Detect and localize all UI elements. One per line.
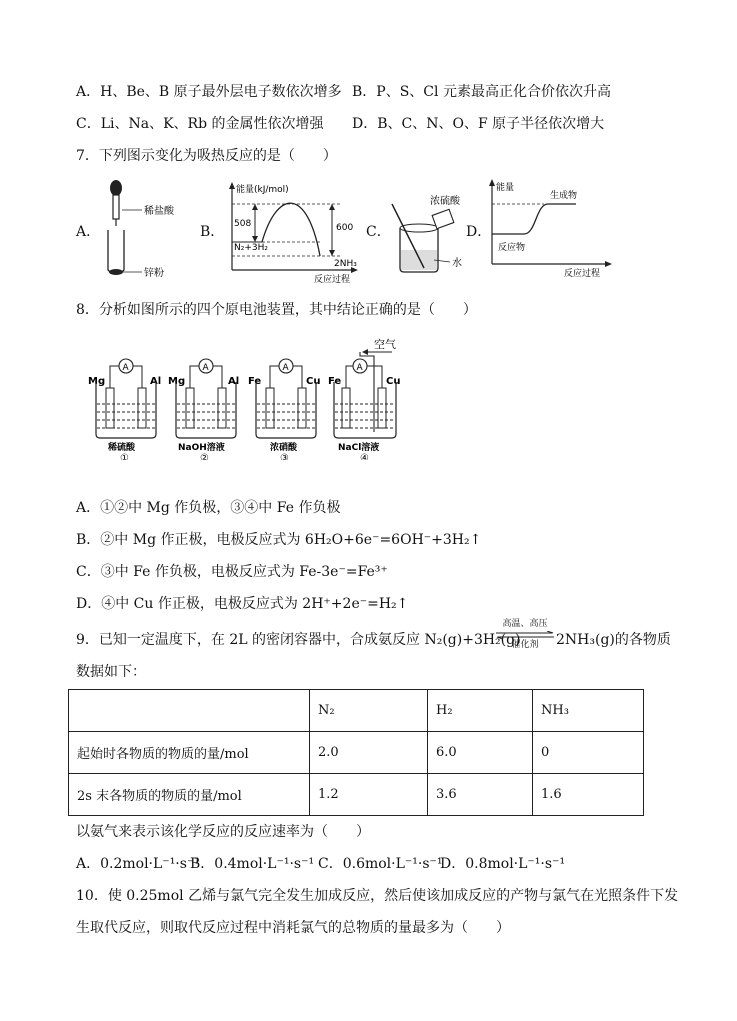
q8-stem: 8．分析如图所示的四个原电池装置，其中结论正确的是（ ） bbox=[76, 302, 477, 318]
table-cell: 1.2 bbox=[310, 774, 428, 816]
table-cell: 6.0 bbox=[428, 732, 533, 774]
energy-curve bbox=[262, 203, 320, 256]
q9-question: 以氨气来表示该化学反应的反应速率为（ ） bbox=[76, 824, 370, 840]
cell-1 bbox=[88, 359, 161, 460]
q7-figure-c bbox=[384, 180, 474, 276]
d-x-axis-label: 反应过程 bbox=[564, 269, 601, 279]
table-header-cell: N₂ bbox=[310, 690, 428, 732]
q8-option-d: D．④中 Cu 作正极，电极反应式为 2H⁺+2e⁻=H₂↑ bbox=[76, 596, 409, 612]
condition-top: 高温、高压 bbox=[502, 619, 548, 629]
reaction-condition-arrow bbox=[494, 618, 556, 652]
d-product-label: 生成物 bbox=[550, 191, 578, 201]
dropper-bulb bbox=[110, 180, 122, 196]
cell-3-right-electrode: Cu bbox=[306, 376, 321, 387]
cell-3-solution: 浓硝酸 bbox=[270, 443, 298, 453]
cell-4 bbox=[328, 337, 400, 460]
table-cell: 起始时各物质的物质的量/mol bbox=[69, 732, 310, 774]
equilibrium-arrow-icon bbox=[494, 631, 556, 639]
q9-option-a: A．0.2mol·L⁻¹·s⁻¹ bbox=[76, 856, 200, 872]
q9-option-b: B．0.4mol·L⁻¹·s⁻¹ bbox=[190, 856, 315, 872]
q6-option-a: A．H、Be、B 原子最外层电子数依次增多 bbox=[76, 84, 342, 100]
q7-stem: 7．下列图示变化为吸热反应的是（ ） bbox=[76, 148, 337, 164]
cell-2 bbox=[168, 359, 239, 460]
water bbox=[401, 250, 437, 270]
q8-option-a: A．①②中 Mg 作负极，③④中 Fe 作负极 bbox=[76, 500, 341, 516]
cell-3-left-electrode: Fe bbox=[248, 376, 262, 387]
cell-2-right-electrode: Al bbox=[228, 376, 240, 387]
air-arrow-icon bbox=[362, 349, 368, 355]
cell-2-left-electrode: Mg bbox=[168, 376, 186, 387]
q9-option-d: D．0.8mol·L⁻¹·s⁻¹ bbox=[440, 856, 566, 872]
table-cell: 0 bbox=[533, 732, 644, 774]
b-product-label: 2NH₃ bbox=[334, 259, 357, 269]
condition-bottom: 催化剂 bbox=[511, 640, 539, 650]
q7-label-d: D． bbox=[466, 224, 492, 240]
c-acid-label: 浓硫酸 bbox=[430, 196, 460, 207]
b-value-508: 508 bbox=[234, 219, 252, 229]
q7-figure-a bbox=[96, 176, 196, 282]
svg-text:A: A bbox=[282, 363, 289, 373]
acid-bottle bbox=[432, 209, 454, 228]
table-header-cell: NH₃ bbox=[533, 690, 644, 732]
q9-stem-b: 2NH₃(g)的各物质 bbox=[556, 632, 671, 648]
test-tube bbox=[108, 230, 124, 274]
svg-text:A: A bbox=[122, 363, 129, 373]
cell-4-right-electrode: Cu bbox=[386, 376, 401, 387]
table-header-cell bbox=[69, 690, 310, 732]
label-zinc: 锌粉 bbox=[144, 268, 164, 279]
q9-option-c: C．0.6mol·L⁻¹·s⁻¹ bbox=[318, 856, 443, 872]
label-air: 空气 bbox=[374, 338, 396, 351]
cell-4-number: ④ bbox=[360, 453, 369, 460]
q7-figure-b bbox=[222, 180, 362, 286]
table-cell: 2s 末各物质的物质的量/mol bbox=[69, 774, 310, 816]
b-value-600: 600 bbox=[336, 223, 354, 233]
q6-option-d: D．B、C、N、O、F 原子半径依次增大 bbox=[352, 116, 605, 132]
table-cell: 2.0 bbox=[310, 732, 428, 774]
q9-stem-a: 9．已知一定温度下，在 2L 的密闭容器中，合成氨反应 N₂(g)+3H₂(g) bbox=[76, 632, 521, 648]
table-row bbox=[69, 732, 644, 774]
cell-1-number: ① bbox=[120, 453, 129, 460]
svg-text:A: A bbox=[202, 363, 209, 373]
cell-4-solution: NaCl溶液 bbox=[338, 443, 380, 453]
cell-1-solution: 稀硫酸 bbox=[108, 443, 136, 453]
cell-2-solution: NaOH溶液 bbox=[178, 443, 225, 453]
d-reactant-label: 反应物 bbox=[498, 243, 526, 253]
svg-text:A: A bbox=[356, 363, 363, 373]
cell-3-number: ③ bbox=[280, 453, 289, 460]
q10-line-1: 10．使 0.25mol 乙烯与氯气完全发生加成反应，然后使该加成反应的产物与氯气在光照条件下发 bbox=[76, 888, 679, 904]
q9-stem-c: 数据如下： bbox=[76, 664, 146, 680]
q7-label-c: C． bbox=[366, 224, 391, 240]
dropper-tube bbox=[113, 195, 119, 219]
cell-1-right-electrode: Al bbox=[150, 376, 162, 387]
q6-option-c: C．Li、Na、K、Rb 的金属性依次增强 bbox=[76, 116, 324, 132]
table-cell: 1.6 bbox=[533, 774, 644, 816]
cell-1-left-electrode: Mg bbox=[88, 376, 106, 387]
b-x-axis-label: 反应过程 bbox=[314, 275, 351, 285]
d-y-axis-label: 能量 bbox=[496, 183, 515, 193]
d-energy-curve bbox=[492, 204, 576, 234]
cell-3 bbox=[248, 359, 320, 460]
q6-option-b: B．P、S、Cl 元素最高正化合价依次升高 bbox=[352, 84, 611, 100]
cell-2-number: ② bbox=[200, 453, 209, 460]
q8-option-c: C．③中 Fe 作负极，电极反应式为 Fe-3e⁻=Fe³⁺ bbox=[76, 564, 388, 580]
q8-option-b: B．②中 Mg 作正极，电极反应式为 6H₂O+6e⁻=6OH⁻+3H₂↑ bbox=[76, 532, 482, 548]
cell-4-left-electrode: Fe bbox=[328, 376, 342, 387]
q10-line-2: 生取代反应，则取代反应过程中消耗氯气的总物质的量最多为（ ） bbox=[76, 920, 510, 936]
q8-figure bbox=[86, 336, 406, 460]
table-cell: 3.6 bbox=[428, 774, 533, 816]
q7-figure-d bbox=[484, 178, 616, 280]
b-reactant-label: N₂+3H₂ bbox=[234, 243, 268, 253]
q7-label-b: B． bbox=[200, 224, 225, 240]
label-dilute-hcl: 稀盐酸 bbox=[144, 206, 174, 217]
table-row bbox=[69, 774, 644, 816]
c-water-label: 水 bbox=[452, 258, 462, 269]
table-header-row bbox=[69, 690, 644, 732]
data-table bbox=[68, 689, 644, 816]
table-header-cell: H₂ bbox=[428, 690, 533, 732]
b-y-axis-label: 能量(kJ/mol) bbox=[236, 185, 289, 195]
q7-label-a: A． bbox=[76, 224, 101, 240]
